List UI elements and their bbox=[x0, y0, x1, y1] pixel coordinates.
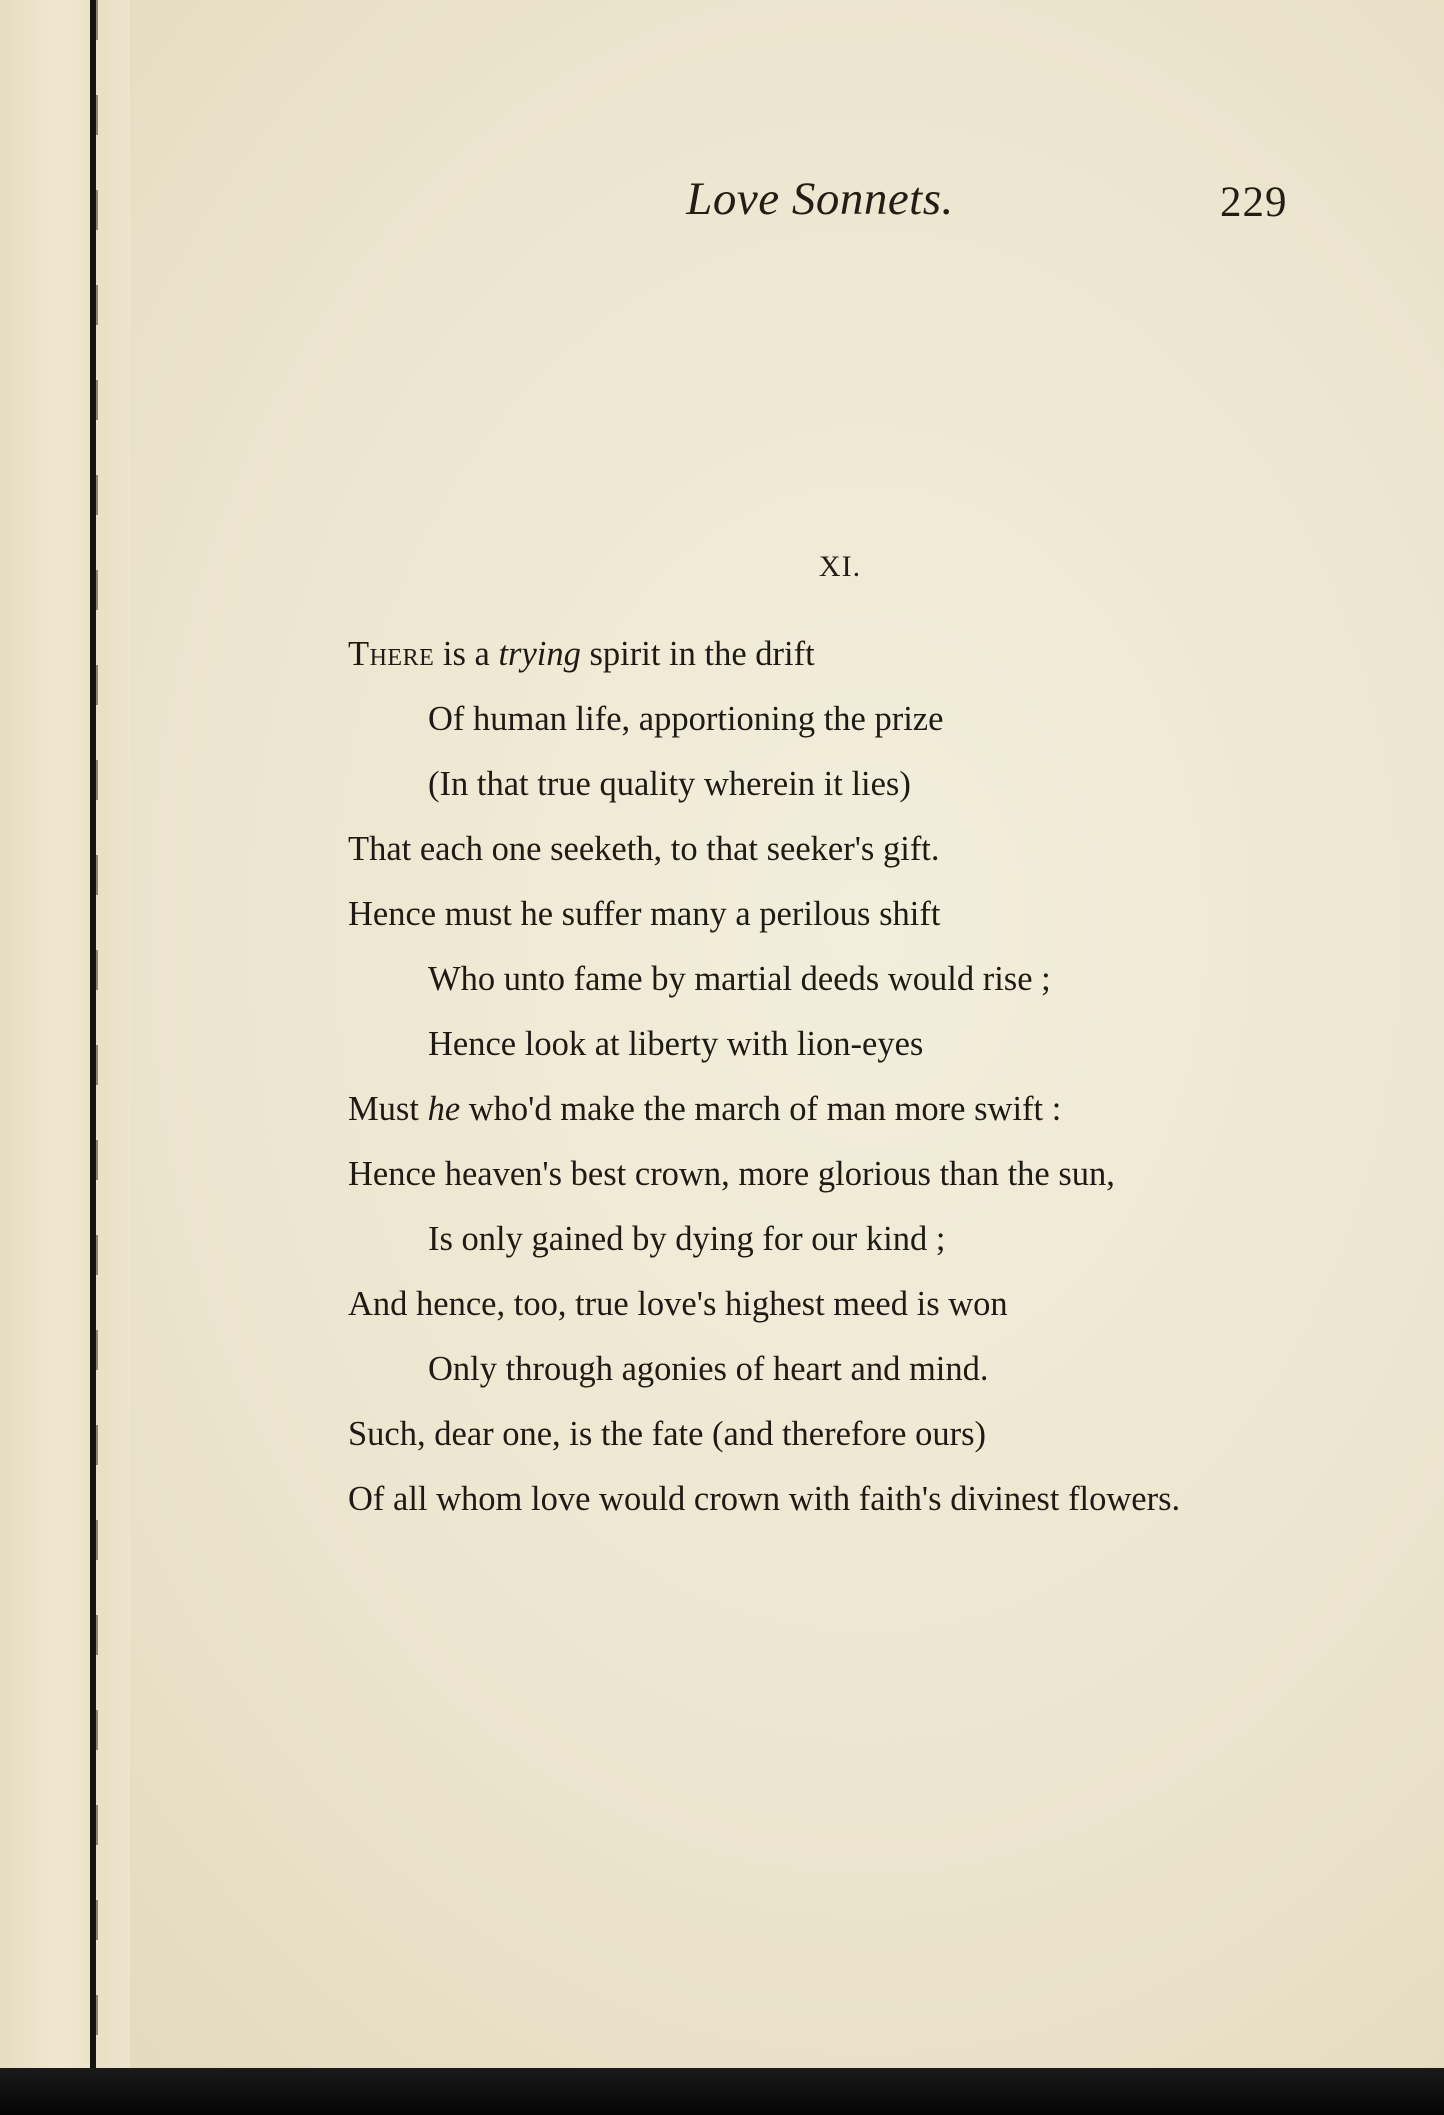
poem-line-9: Hence heaven's best crown, more glorious than the sun, bbox=[348, 1155, 1115, 1193]
emphasis-italic: trying bbox=[498, 635, 581, 673]
binding-stitches bbox=[96, 0, 98, 2068]
opening-small-caps: There bbox=[348, 635, 435, 673]
page-number: 229 bbox=[1220, 179, 1288, 226]
poem-line-12: Only through agonies of heart and mind. bbox=[428, 1350, 989, 1388]
poem-line-14: Of all whom love would crown with faith's divinest flowers. bbox=[348, 1480, 1181, 1518]
poem-line-6: Who unto fame by martial deeds would rise ; bbox=[428, 960, 1051, 998]
poem-line-1 bbox=[348, 622, 1358, 687]
poem-line-5: Hence must he suffer many a perilous shift bbox=[348, 895, 941, 933]
running-title: Love Sonnets. bbox=[686, 173, 954, 225]
poem-line-3: (In that true quality wherein it lies) bbox=[428, 765, 911, 803]
sonnet-number: XI. bbox=[818, 550, 862, 583]
poem-line-1-end: spirit in the drift bbox=[580, 635, 815, 673]
sonnet-body bbox=[348, 622, 1358, 1532]
poem-line-7: Hence look at liberty with lion-eyes bbox=[428, 1025, 924, 1063]
poem-line-2: Of human life, apportioning the prize bbox=[428, 700, 944, 738]
page-gutter bbox=[0, 0, 130, 2068]
emphasis-italic: he bbox=[427, 1090, 461, 1128]
scan-bottom-edge bbox=[0, 2068, 1444, 2115]
poem-line-1-mid: is a bbox=[434, 635, 499, 673]
poem-line-4: That each one seeketh, to that seeker's gift. bbox=[348, 830, 940, 868]
poem-line-10: Is only gained by dying for our kind ; bbox=[428, 1220, 946, 1258]
poem-line-13: Such, dear one, is the fate (and therefore ours) bbox=[348, 1415, 986, 1453]
poem-line-8 bbox=[348, 1077, 1358, 1142]
poem-line-11: And hence, too, true love's highest meed is won bbox=[348, 1285, 1008, 1323]
poem-line-8-end: who'd make the march of man more swift : bbox=[460, 1090, 1062, 1128]
poem-line-8-start: Must bbox=[348, 1090, 428, 1128]
